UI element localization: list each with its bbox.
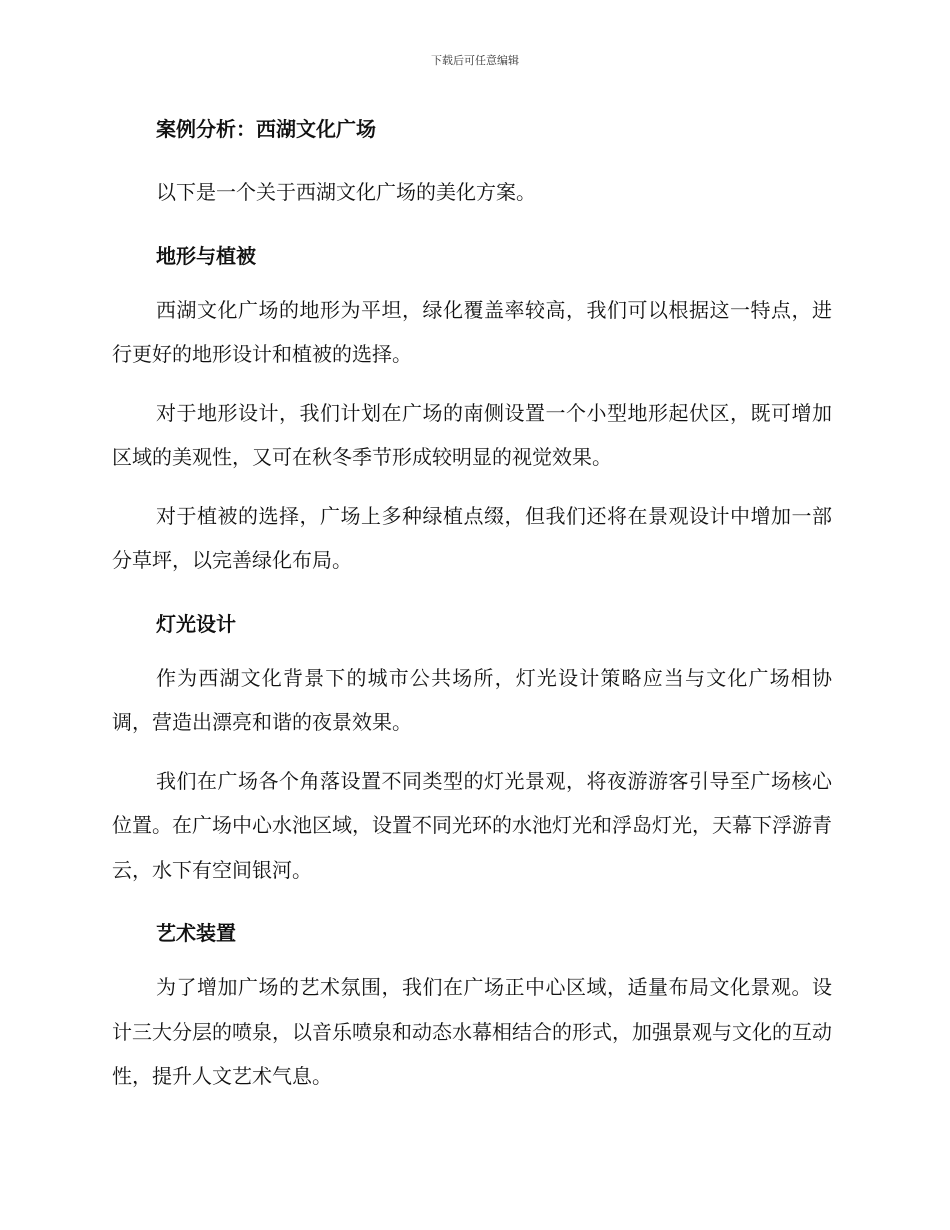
section-heading-terrain: 地形与植被	[156, 243, 256, 268]
paragraph: 对于植被的选择，广场上多种绿植点缀，但我们还将在景观设计中增加一部分草坪，以完善绿化布局。	[112, 503, 832, 572]
document-body	[112, 113, 832, 1099]
paragraph: 作为西湖文化背景下的城市公共场所，灯光设计策略应当与文化广场相协调，营造出漂亮和谐的夜景效果。	[112, 665, 832, 734]
paragraph: 我们在广场各个角落设置不同类型的灯光景观，将夜游游客引导至广场核心位置。在广场中心水池区域，设置不同光环的水池灯光和浮岛灯光，天幕下浮游青云，水下有空间银河。	[112, 768, 832, 882]
paragraph: 为了增加广场的艺术氛围，我们在广场正中心区域，适量布局文化景观。设计三大分层的喷泉，以音乐喷泉和动态水幕相结合的形式，加强景观与文化的互动性，提升人文艺术气息。	[112, 975, 832, 1088]
page-header-note: 下载后可任意编辑	[431, 54, 519, 67]
intro-paragraph: 以下是一个关于西湖文化广场的美化方案。	[156, 180, 536, 204]
paragraph: 西湖文化广场的地形为平坦，绿化覆盖率较高，我们可以根据这一特点，进行更好的地形设计和植被的选择。	[112, 297, 832, 366]
section-heading-lighting: 灯光设计	[156, 611, 236, 636]
section-heading-art-installation: 艺术装置	[156, 921, 236, 945]
paragraph: 对于地形设计，我们计划在广场的南侧设置一个小型地形起伏区，既可增加区域的美观性，又可在秋冬季节形成较明显的视觉效果。	[112, 400, 832, 469]
document-title: 案例分析：西湖文化广场	[156, 117, 376, 141]
